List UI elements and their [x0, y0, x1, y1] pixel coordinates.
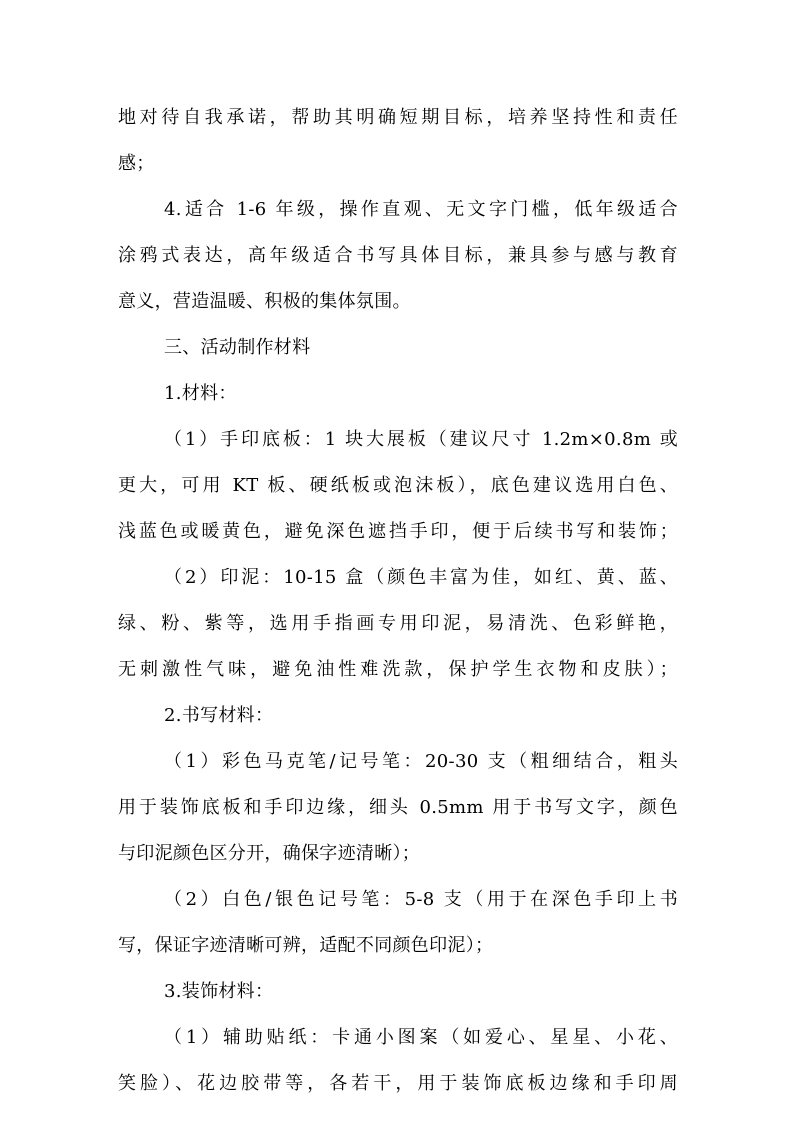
paragraph-line: 4.适合 1-6 年级，操作直观、无文字门槛，低年级适合: [164, 199, 678, 220]
paragraph-line: 更大，可用 KT 板、硬纸板或泡沫板），底色建议选用白色、: [118, 475, 678, 496]
paragraph-line: 感；: [118, 153, 155, 174]
paragraph-line: 绿、粉、紫等，选用手指画专用印泥，易清洗、色彩鲜艳，: [118, 613, 678, 634]
section-heading: 三、活动制作材料: [164, 337, 311, 358]
paragraph-line: （2）印泥：10-15 盒（颜色丰富为佳，如红、黄、蓝、: [164, 567, 678, 588]
paragraph-line: 与印泥颜色区分开，确保字迹清晰）；: [118, 843, 421, 864]
paragraph-line: 地对待自我承诺，帮助其明确短期目标，培养坚持性和责任: [118, 107, 678, 128]
paragraph-line: 笑脸）、花边胶带等，各若干，用于装饰底板边缘和手印周: [118, 1073, 678, 1094]
paragraph-line: （1）彩色马克笔/记号笔：20-30 支（粗细结合，粗头: [164, 751, 678, 772]
paragraph-line: （1）手印底板：1 块大展板（建议尺寸 1.2m×0.8m 或: [164, 429, 678, 450]
document-body: [118, 95, 678, 1107]
paragraph-line: （2）白色/银色记号笔：5-8 支（用于在深色手印上书: [164, 889, 678, 910]
paragraph-line: （1）辅助贴纸：卡通小图案（如爱心、星星、小花、: [164, 1027, 678, 1048]
paragraph-line: 无刺激性气味，避免油性难洗款，保护学生衣物和皮肤）；: [118, 659, 678, 680]
paragraph-line: 用于装饰底板和手印边缘，细头 0.5mm 用于书写文字，颜色: [118, 797, 678, 818]
paragraph-line: 意义，营造温暖、积极的集体氛围。: [118, 291, 411, 312]
paragraph-line: 涂鸦式表达，高年级适合书写具体目标，兼具参与感与教育: [118, 245, 678, 266]
subsection-heading: 2.书写材料：: [164, 705, 274, 726]
subsection-heading: 3.装饰材料：: [164, 981, 274, 1002]
paragraph-line: 浅蓝色或暖黄色，避免深色遮挡手印，便于后续书写和装饰；: [118, 521, 678, 542]
paragraph-line: 写，保证字迹清晰可辨，适配不同颜色印泥）；: [118, 935, 494, 956]
subsection-heading: 1.材料：: [164, 383, 237, 404]
